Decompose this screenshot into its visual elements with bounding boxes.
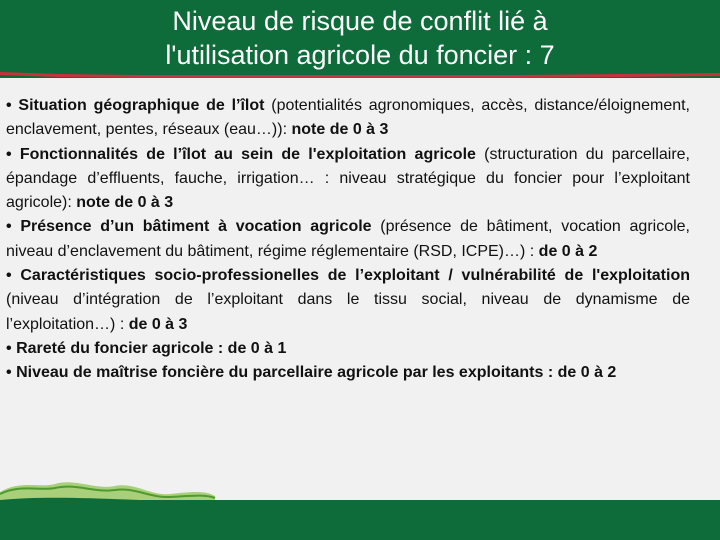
bullet-item: • Niveau de maîtrise foncière du parcellaire agricole par les exploitants : de 0 à 2 bbox=[6, 364, 617, 382]
bullet-score: de 0 à 2 bbox=[538, 242, 598, 260]
bullet-item: • Fonctionnalités de l’îlot au sein de l'exploitation agricole (structuration du parcellaire, épandage d’effluents, fauche, irrigation… : niveau stratégique du foncier pour l’exploitant agricole): note de 0 à 3 bbox=[6, 145, 691, 212]
bullet-heading: Fonctionnalités de l’îlot au sein de l'exploitation agricole bbox=[19, 145, 476, 163]
bullet-item: • Présence d’un bâtiment à vocation agricole (présence de bâtiment, vocation agricole, niveau d’enclavement du bâtiment, régime réglementaire (RSD, ICPE)…) : de 0 à 2 bbox=[6, 218, 690, 260]
bullet-text: (potentialités agronomiques, accès, distance/éloignement, enclavement, pentes, réseaux (eau…)): bbox=[6, 97, 690, 139]
bullet-text: (niveau d’intégration de l’exploitant dans le tissu social, niveau de dynamisme de l’exploitation…) : bbox=[6, 291, 690, 333]
bullet-heading: Niveau de maîtrise foncière du parcellaire agricole par les exploitants : de 0 à 2 bbox=[16, 364, 617, 382]
bullet-heading: Caractéristiques socio-professionelles de l’exploitant / vulnérabilité de l'exploitation bbox=[20, 267, 690, 285]
bullet-heading: Présence d’un bâtiment à vocation agricole bbox=[20, 218, 372, 236]
bullet-text: (présence de bâtiment, vocation agricole, niveau d’enclavement du bâtiment, régime réglementaire (RSD, ICPE)…) : bbox=[6, 218, 690, 260]
bullet-score: note de 0 à 3 bbox=[76, 194, 174, 212]
bullet-item: • Rareté du foncier agricole : de 0 à 1 bbox=[6, 339, 287, 357]
slide-title-line-2: l'utilisation agricole du foncier : 7 bbox=[165, 40, 555, 70]
slide-title bbox=[0, 4, 720, 72]
bullet-score: note de 0 à 3 bbox=[291, 121, 389, 139]
bullet-text: (structuration du parcellaire, épandage d’effluents, fauche, irrigation… : niveau stratégique du foncier pour l’exploitant agricole): bbox=[6, 145, 691, 212]
bullet-list bbox=[6, 94, 690, 386]
bullet-heading: Situation géographique de l’îlot bbox=[18, 97, 265, 114]
slide-title-line-1: Niveau de risque de conflit lié à bbox=[172, 6, 548, 36]
bullet-heading: Rareté du foncier agricole : de 0 à 1 bbox=[16, 339, 287, 357]
footer-landscape bbox=[0, 460, 720, 540]
title-underline bbox=[0, 72, 720, 78]
bullet-item: • Caractéristiques socio-professionelles de l’exploitant / vulnérabilité de l'exploitation (niveau d’intégration de l’exploitant dans le tissu social, niveau de dynamisme de l’exploitation…) : de 0 à 3 bbox=[6, 267, 690, 333]
bullet-score: de 0 à 3 bbox=[128, 315, 188, 333]
bullet-item: • Situation géographique de l’îlot (potentialités agronomiques, accès, distance/éloignement, enclavement, pentes, réseaux (eau…)): note de 0 à 3 bbox=[6, 97, 690, 139]
title-bar bbox=[0, 0, 720, 78]
